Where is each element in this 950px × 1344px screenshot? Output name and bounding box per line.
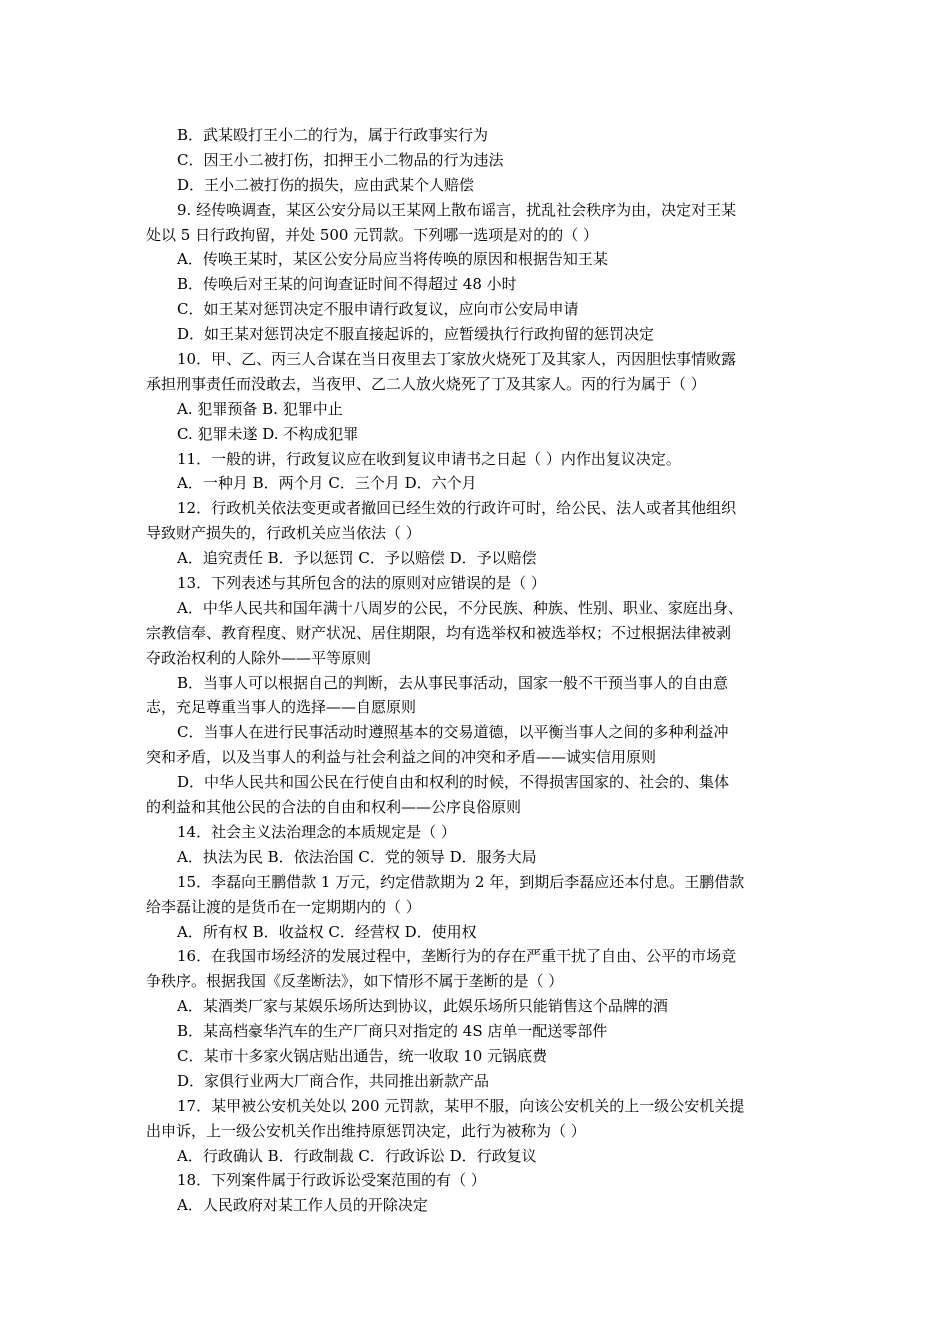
text-line: 17．某甲被公安机关处以 200 元罚款，某甲不服，向该公安机关的上一级公安机关提 xyxy=(177,1096,745,1115)
text-line: A．执法为民 B．依法治国 C．党的领导 D．服务大局 xyxy=(177,847,537,866)
text-line: B．传唤后对王某的问询查证时间不得超过 48 小时 xyxy=(177,275,517,294)
text-line: 突和矛盾，以及当事人的利益与社会利益之间的冲突和矛盾——诚实信用原则 xyxy=(146,748,657,767)
text-line: C．当事人在进行民事活动时遵照基本的交易道德，以平衡当事人之间的多种利益冲 xyxy=(177,723,729,742)
text-line: 12．行政机关依法变更或者撤回已经生效的行政许可时，给公民、法人或者其他组织 xyxy=(177,499,737,518)
text-line: 的利益和其他公民的合法的自由和权利——公序良俗原则 xyxy=(146,798,522,817)
text-line: 9. 经传唤调查，某区公安分局以王某网上散布谣言，扰乱社会秩序为由，决定对王某 xyxy=(177,200,737,219)
text-line: 导致财产损失的，行政机关应当依法（ ） xyxy=(146,524,421,543)
text-line: A．行政确认 B．行政制裁 C．行政诉讼 D．行政复议 xyxy=(177,1146,537,1165)
text-line: A. 犯罪预备 B. 犯罪中止 xyxy=(177,399,343,418)
text-line: A．人民政府对某工作人员的开除决定 xyxy=(177,1196,428,1215)
text-line: 14．社会主义法治理念的本质规定是（ ） xyxy=(177,822,456,841)
text-line: C．因王小二被打伤，扣押王小二物品的行为违法 xyxy=(177,150,504,169)
text-line: 志，充足尊重当事人的选择——自愿原则 xyxy=(146,698,417,717)
text-line: 10．甲、乙、丙三人合谋在当日夜里去丁家放火烧死丁及其家人，丙因胆怯事情败露 xyxy=(177,350,737,369)
text-line: 15．李磊向王鹏借款 1 万元，约定借款期为 2 年，到期后李磊应还本付息。王鹏借款 xyxy=(177,872,745,891)
text-line: 给李磊让渡的是货币在一定期期内的（ ） xyxy=(146,897,421,916)
text-line: D．中华人民共和国公民在行使自由和权利的时候，不得损害国家的、社会的、集体 xyxy=(177,773,730,792)
document-body xyxy=(146,123,812,1218)
text-line: D．家俱行业两大厂商合作，共同推出新款产品 xyxy=(177,1071,490,1090)
text-line: C. 犯罪未遂 D. 不构成犯罪 xyxy=(177,424,359,443)
text-line: 13．下列表述与其所包含的法的原则对应错误的是（ ） xyxy=(177,574,546,593)
text-line: 宗教信奉、教育程度、财产状况、居住期限，均有选举权和被选举权；不过根据法律被剥 xyxy=(146,623,732,642)
text-line: A．所有权 B．收益权 C．经营权 D．使用权 xyxy=(177,922,477,941)
text-line: C．如王某对惩罚决定不服申请行政复议，应向市公安局申请 xyxy=(177,300,579,319)
text-line: 处以 5 日行政拘留，并处 500 元罚款。下列哪一选项是对的的（ ） xyxy=(146,225,599,244)
text-line: B．当事人可以根据自己的判断，去从事民事活动，国家一般不干预当事人的自由意 xyxy=(177,673,729,692)
text-line: 18．下列案件属于行政诉讼受案范围的有（ ） xyxy=(177,1171,486,1190)
text-line: 16．在我国市场经济的发展过程中，垄断行为的存在严重干扰了自由、公平的市场竞 xyxy=(177,947,737,966)
text-line: 承担刑事责任而没敢去，当夜甲、乙二人放火烧死了丁及其家人。丙的行为属于（ ） xyxy=(146,374,706,393)
text-line: A．中华人民共和国年满十八周岁的公民，不分民族、种族、性别、职业、家庭出身、 xyxy=(177,598,743,617)
text-line: A．一种月 B．两个月 C．三个月 D．六个月 xyxy=(177,474,477,493)
text-line: B．武某殴打王小二的行为，属于行政事实行为 xyxy=(177,126,489,144)
text-line: 11．一般的讲，行政复议应在收到复议申请书之日起（ ）内作出复议决定。 xyxy=(177,449,681,468)
text-line: B．某高档豪华汽车的生产厂商只对指定的 4S 店单一配送零部件 xyxy=(177,1022,608,1041)
text-line: D．如王某对惩罚决定不服直接起诉的，应暂缓执行行政拘留的惩罚决定 xyxy=(177,325,655,344)
text-line: A．某酒类厂家与某娱乐场所达到协议，此娱乐场所只能销售这个品牌的酒 xyxy=(177,997,668,1016)
text-line: 夺政治权利的人除外——平等原则 xyxy=(146,648,372,667)
text-line: A．追究责任 B．予以惩罚 C．予以赔偿 D．予以赔偿 xyxy=(177,549,537,568)
text-line: D．王小二被打伤的损失，应由武某个人赔偿 xyxy=(177,175,475,194)
text-line: C．某市十多家火锅店贴出通告，统一收取 10 元锅底费 xyxy=(177,1046,548,1065)
text-line: A．传唤王某时，某区公安分局应当将传唤的原因和根据告知王某 xyxy=(177,250,608,269)
text-line: 出申诉，上一级公安机关作出维持原惩罚决定，此行为被称为（ ） xyxy=(146,1121,586,1140)
text-line: 争秩序。根据我国《反垄断法》，如下情形不属于垄断的是（ ） xyxy=(146,972,564,991)
